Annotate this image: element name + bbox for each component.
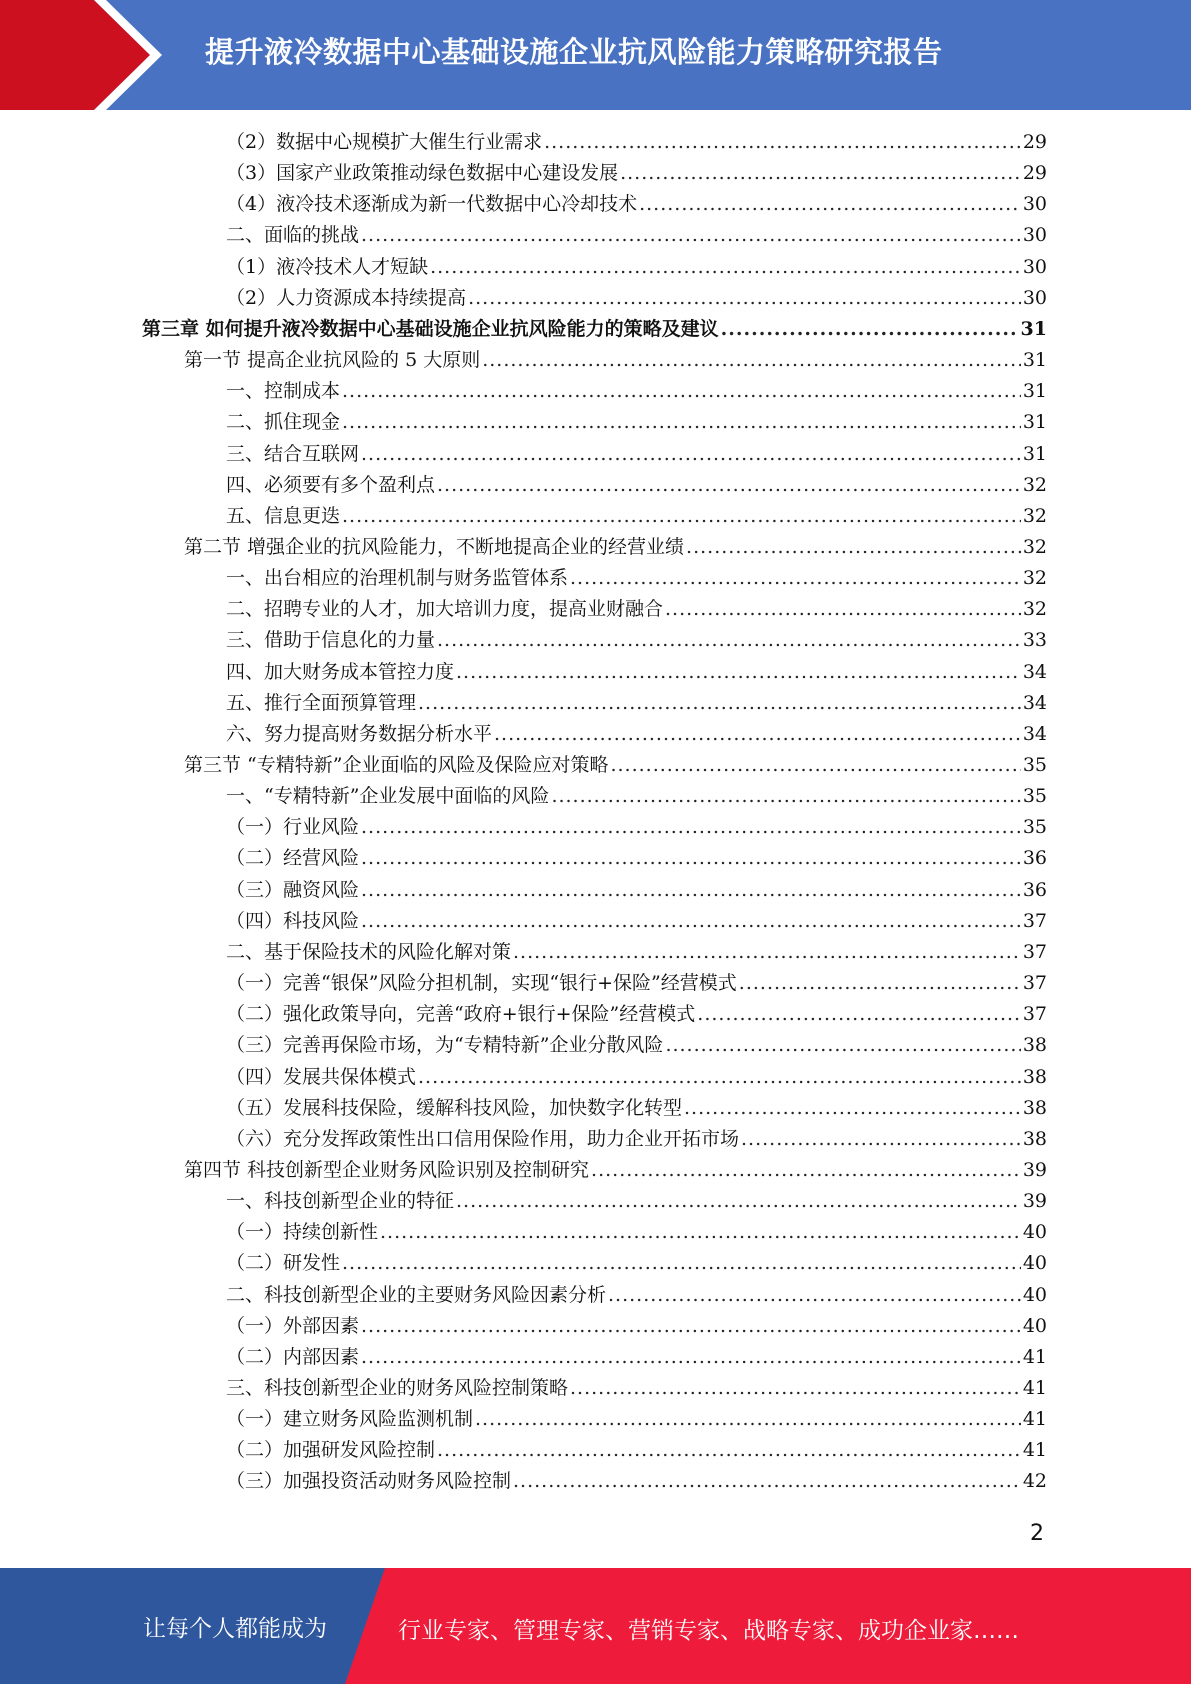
toc-entry-label: 一、“专精特新”企业发展中面临的风险	[226, 785, 550, 808]
toc-entry-label: 五、信息更迭	[226, 504, 341, 527]
toc-entry-label: 二、招聘专业的人才，加大培训力度，提高业财融合	[226, 598, 664, 621]
toc-dot-leader	[513, 1466, 1021, 1497]
toc-entry-label: （三）完善再保险市场，为“专精特新”企业分散风险	[226, 1034, 664, 1057]
toc-dot-leader	[494, 719, 1021, 750]
toc-dot-leader	[697, 999, 1021, 1030]
toc-entry-label: （一）外部因素	[226, 1314, 360, 1337]
toc-entry-label: （四）科技风险	[226, 909, 360, 932]
toc-dot-leader	[739, 968, 1021, 999]
toc-entry[interactable]	[226, 1248, 1047, 1279]
toc-entry[interactable]	[184, 345, 1047, 376]
toc-entry[interactable]	[226, 843, 1047, 874]
toc-entry-page: 41	[1022, 1345, 1047, 1368]
toc-entry-label: 二、面临的挑战	[226, 224, 360, 247]
toc-entry-page: 37	[1022, 1003, 1047, 1026]
toc-entry-page: 31	[1022, 411, 1047, 434]
toc-dot-leader	[342, 1248, 1021, 1279]
toc-entry-page: 38	[1022, 1096, 1047, 1119]
toc-entry-label: （三）加强投资活动财务风险控制	[226, 1470, 512, 1493]
toc-entry-label: （二）加强研发风险控制	[226, 1439, 436, 1462]
toc-dot-leader	[361, 1311, 1021, 1342]
footer-slogan-right: 行业专家、管理专家、营销专家、战略专家、成功企业家……	[398, 1618, 1019, 1644]
toc-dot-leader	[380, 1217, 1021, 1248]
toc-dot-leader	[342, 376, 1021, 407]
header-red-arrow	[0, 0, 150, 110]
toc-dot-leader	[570, 563, 1021, 594]
toc-dot-leader	[430, 252, 1021, 283]
toc-dot-leader	[468, 283, 1021, 314]
toc-entry-page: 34	[1022, 691, 1047, 714]
toc-entry-label: （六）充分发挥政策性出口信用保险作用，助力企业开拓市场	[226, 1127, 740, 1150]
toc-dot-leader	[665, 1030, 1020, 1061]
toc-entry-page: 31	[1022, 442, 1047, 465]
toc-entry[interactable]	[226, 1311, 1047, 1342]
toc-entry-page: 30	[1022, 286, 1047, 309]
toc-dot-leader	[610, 750, 1020, 781]
toc-entry-label: （2）人力资源成本持续提高	[226, 286, 467, 309]
toc-entry[interactable]	[226, 657, 1047, 688]
toc-entry-page: 35	[1022, 754, 1047, 776]
toc-entry-label: 三、科技创新型企业的财务风险控制策略	[226, 1377, 569, 1399]
toc-entry-page: 42	[1022, 1470, 1047, 1493]
toc-entry-page: 29	[1022, 162, 1047, 185]
toc-entry[interactable]	[226, 220, 1047, 251]
toc-dot-leader	[361, 439, 1021, 470]
toc-dot-leader	[456, 1186, 1021, 1217]
toc-dot-leader	[551, 781, 1020, 812]
toc-entry[interactable]	[226, 127, 1047, 158]
toc-entry-label: （3）国家产业政策推动绿色数据中心建设发展	[226, 162, 619, 185]
toc-entry-label: （1）液冷技术人才短缺	[226, 255, 429, 278]
header-band	[0, 0, 1191, 110]
toc-entry-page: 31	[1022, 349, 1047, 372]
toc-entry[interactable]	[226, 781, 1047, 812]
toc-entry-page: 39	[1022, 1158, 1047, 1181]
toc-entry-label: 四、加大财务成本管控力度	[226, 660, 455, 683]
toc-entry-label: 四、必须要有多个盈利点	[226, 473, 436, 496]
toc-dot-leader	[544, 127, 1021, 158]
toc-entry-label: （2）数据中心规模扩大催生行业需求	[226, 131, 543, 153]
toc-dot-leader	[418, 688, 1021, 719]
page-number: 2	[1030, 1521, 1044, 1546]
toc-dot-leader	[361, 1342, 1021, 1373]
toc-entry[interactable]	[226, 999, 1047, 1030]
toc-entry[interactable]	[226, 719, 1047, 750]
toc-entry[interactable]	[226, 1186, 1047, 1217]
toc-entry-page: 32	[1022, 504, 1047, 527]
toc-entry[interactable]	[226, 875, 1047, 906]
toc-entry-page: 35	[1022, 785, 1047, 808]
toc-entry-label: 三、结合互联网	[226, 442, 360, 465]
toc-entry-label: （4）液冷技术逐渐成为新一代数据中心冷却技术	[226, 193, 638, 216]
toc-dot-leader	[721, 314, 1019, 345]
toc-entry[interactable]	[226, 1373, 1047, 1404]
toc-entry-page: 40	[1022, 1252, 1047, 1275]
toc-entry-label: 二、科技创新型企业的主要财务风险因素分析	[226, 1283, 607, 1306]
toc-entry-page: 35	[1022, 816, 1047, 839]
toc-entry-page: 31	[1022, 380, 1047, 403]
toc-entry-page: 38	[1022, 1065, 1047, 1088]
toc-entry[interactable]	[226, 937, 1047, 968]
toc-entry[interactable]	[226, 189, 1047, 220]
toc-entry-page: 29	[1022, 131, 1047, 153]
toc-entry-page: 33	[1022, 629, 1047, 652]
toc-entry[interactable]	[226, 1342, 1047, 1373]
toc-dot-leader	[686, 532, 1021, 563]
toc-dot-leader	[437, 470, 1021, 501]
toc-dot-leader	[665, 594, 1021, 625]
toc-entry-page: 32	[1022, 473, 1047, 496]
toc-entry-label: 三、借助于信息化的力量	[226, 629, 436, 652]
toc-entry[interactable]	[226, 376, 1047, 407]
toc-dot-leader	[513, 937, 1021, 968]
toc-entry[interactable]	[226, 1280, 1047, 1311]
toc-entry[interactable]	[226, 158, 1047, 189]
footer-slogan-left: 让每个人都能成为	[143, 1616, 327, 1642]
toc-entry[interactable]	[184, 1155, 1047, 1186]
toc-entry[interactable]	[226, 283, 1047, 314]
toc-entry-label: （二）研发性	[226, 1252, 341, 1275]
toc-entry-label: 第三节 “专精特新”企业面临的风险及保险应对策略	[184, 754, 609, 776]
toc-entry-page: 32	[1022, 598, 1047, 621]
toc-entry-label: 一、科技创新型企业的特征	[226, 1190, 455, 1213]
toc-entry[interactable]	[226, 439, 1047, 470]
toc-entry[interactable]	[226, 906, 1047, 937]
toc-entry[interactable]	[226, 1435, 1047, 1466]
toc-entry-page: 41	[1022, 1408, 1047, 1431]
toc-dot-leader	[418, 1062, 1021, 1093]
toc-entry-label: （一）建立财务风险监测机制	[226, 1408, 474, 1431]
toc-entry[interactable]	[226, 625, 1047, 656]
toc-entry[interactable]	[226, 1404, 1047, 1435]
toc-entry-page: 38	[1022, 1034, 1047, 1057]
toc-entry[interactable]	[226, 968, 1047, 999]
toc-entry-page: 30	[1022, 255, 1047, 278]
toc-entry-label: 二、抓住现金	[226, 411, 341, 434]
toc-dot-leader	[361, 906, 1021, 937]
toc-entry-label: （二）强化政策导向，完善“政府+银行+保险”经营模式	[226, 1003, 696, 1026]
toc-entry[interactable]	[226, 1466, 1047, 1497]
toc-entry-page: 36	[1022, 878, 1047, 901]
toc-entry-page: 40	[1022, 1221, 1047, 1244]
toc-entry[interactable]	[226, 1124, 1047, 1155]
toc-dot-leader	[361, 843, 1021, 874]
toc-dot-leader	[342, 501, 1021, 532]
toc-dot-leader	[608, 1280, 1021, 1311]
toc-entry-page: 34	[1022, 660, 1047, 683]
toc-entry-page: 39	[1022, 1190, 1047, 1213]
toc-entry[interactable]	[226, 1093, 1047, 1124]
toc-entry[interactable]	[226, 501, 1047, 532]
toc-entry-page: 34	[1022, 722, 1047, 745]
toc-entry-label: 第一节 提高企业抗风险的 5 大原则	[184, 349, 481, 372]
toc-entry-label: 第二节 增强企业的抗风险能力，不断地提高企业的经营业绩	[184, 535, 685, 558]
toc-entry-page: 41	[1022, 1439, 1047, 1462]
toc-entry-page: 31	[1020, 317, 1047, 340]
toc-entry-page: 40	[1022, 1283, 1047, 1306]
toc-entry[interactable]	[226, 1030, 1047, 1061]
toc-entry-label: （四）发展共保体模式	[226, 1065, 417, 1088]
toc-entry-page: 38	[1022, 1127, 1047, 1150]
toc-dot-leader	[456, 657, 1021, 688]
toc-dot-leader	[482, 345, 1021, 376]
toc-entry[interactable]	[226, 252, 1047, 283]
toc-dot-leader	[361, 812, 1021, 843]
toc-dot-leader	[591, 1155, 1021, 1186]
toc-entry-page: 30	[1022, 224, 1047, 247]
toc-entry-label: 五、推行全面预算管理	[226, 691, 417, 714]
toc-entry-label: 第四节 科技创新型企业财务风险识别及控制研究	[184, 1158, 590, 1181]
toc-entry[interactable]	[226, 470, 1047, 501]
toc-entry-page: 37	[1022, 972, 1047, 995]
toc-entry-page: 41	[1022, 1377, 1047, 1399]
toc-entry[interactable]	[226, 594, 1047, 625]
toc-entry-page: 36	[1022, 847, 1047, 870]
toc-entry[interactable]	[226, 1217, 1047, 1248]
toc-entry-label: （二）经营风险	[226, 847, 360, 870]
toc-entry[interactable]	[226, 1062, 1047, 1093]
toc-dot-leader	[620, 158, 1021, 189]
toc-entry-label: （二）内部因素	[226, 1345, 360, 1368]
toc-entry[interactable]	[142, 314, 1047, 345]
toc-entry[interactable]	[226, 812, 1047, 843]
toc-entry-label: （一）行业风险	[226, 816, 360, 839]
toc-dot-leader	[361, 875, 1021, 906]
toc-entry-label: （一）持续创新性	[226, 1221, 379, 1244]
toc-dot-leader	[361, 220, 1021, 251]
toc-entry[interactable]	[184, 750, 1047, 781]
report-title: 提升液冷数据中心基础设施企业抗风险能力策略研究报告	[205, 35, 943, 69]
toc-entry-page: 37	[1022, 940, 1047, 963]
toc-entry[interactable]	[226, 688, 1047, 719]
toc-entry[interactable]	[184, 532, 1047, 563]
toc-dot-leader	[437, 1435, 1021, 1466]
toc-dot-leader	[475, 1404, 1021, 1435]
toc-entry-page: 37	[1022, 909, 1047, 932]
toc-entry-label: 一、控制成本	[226, 380, 341, 403]
toc-dot-leader	[437, 625, 1021, 656]
toc-entry-label: 六、努力提高财务数据分析水平	[226, 722, 493, 745]
toc-dot-leader	[342, 407, 1021, 438]
toc-dot-leader	[639, 189, 1021, 220]
toc-dot-leader	[570, 1373, 1021, 1404]
footer-band	[0, 1568, 1191, 1684]
toc-entry-label: 二、基于保险技术的风险化解对策	[226, 940, 512, 963]
toc-entry-page: 40	[1022, 1314, 1047, 1337]
toc-entry-label: （五）发展科技保险，缓解科技风险，加快数字化转型	[226, 1096, 683, 1119]
toc-entry-label: 一、出台相应的治理机制与财务监管体系	[226, 567, 569, 590]
toc-entry-page: 30	[1022, 193, 1047, 216]
toc-entry-page: 32	[1022, 567, 1047, 590]
toc-entry[interactable]	[226, 563, 1047, 594]
toc-dot-leader	[684, 1093, 1021, 1124]
toc-dot-leader	[741, 1124, 1021, 1155]
toc-entry-label: （三）融资风险	[226, 878, 360, 901]
toc-entry-page: 32	[1022, 535, 1047, 558]
toc-entry-label: （一）完善“银保”风险分担机制，实现“银行+保险”经营模式	[226, 972, 737, 995]
toc-entry-label: 第三章 如何提升液冷数据中心基础设施企业抗风险能力的策略及建议	[142, 317, 719, 340]
toc-entry[interactable]	[226, 407, 1047, 438]
